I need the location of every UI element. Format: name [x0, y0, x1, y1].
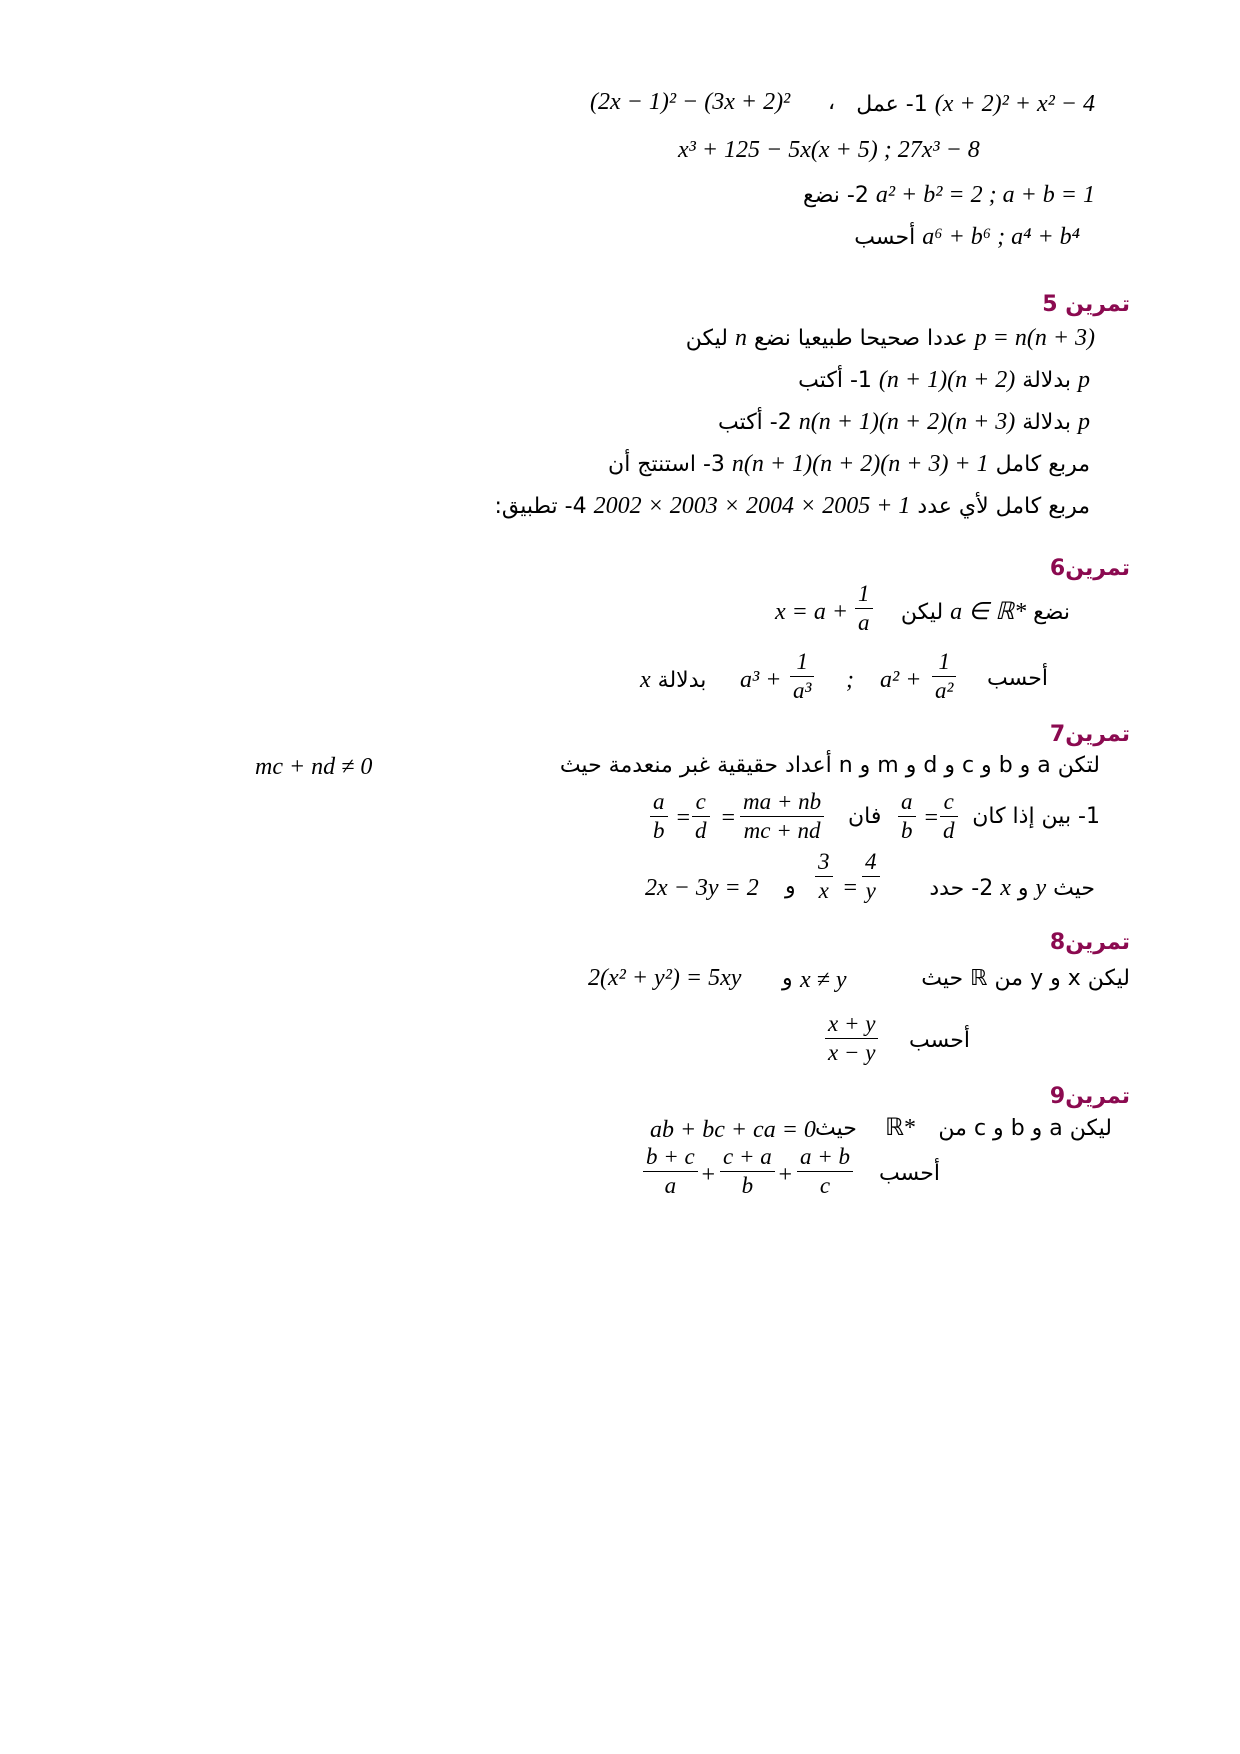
block-a-q2-line: [803, 183, 1095, 207]
ex7-eq2: =: [675, 805, 692, 831]
q1-label: 1- عمل: [856, 92, 928, 117]
ex6-expr1: a² +: [880, 667, 922, 693]
ex9-eq: ab + bc + ca = 0: [650, 1117, 816, 1143]
q1-math-right: (x + 2)² + x² − 4: [934, 91, 1095, 117]
ex8-intro: ليكن x و y من ℝ حيث: [921, 966, 1130, 991]
ex9-intro: ليكن a و b و c من: [938, 1116, 1112, 1141]
ex7-q2-and2: و: [785, 874, 796, 899]
ex6-expr2: a³ +: [740, 667, 782, 693]
ex9-frac2: c + a b: [720, 1145, 775, 1198]
ex9-ask: أحسب: [879, 1161, 940, 1186]
block-a-q2-ask: [854, 225, 1080, 249]
ex8-title: تمرين8: [1049, 930, 1130, 955]
ex9-frac1: b + c a: [643, 1145, 698, 1198]
ex9-set: ℝ*: [885, 1115, 917, 1141]
ex7-q2-label: 2- حدد x و y حيث: [929, 875, 1095, 901]
ex8-cond: x ≠ y: [800, 967, 847, 993]
ex7-eq4: =: [842, 875, 859, 901]
ex7-frac-c-d-2: c d: [692, 790, 710, 843]
ex8-and: و: [782, 966, 793, 991]
ex7-eq3: =: [720, 805, 737, 831]
ex6-intro-x: x = a +: [775, 599, 849, 625]
ex7-frac-4-y: 4 y: [862, 850, 880, 903]
q2-ask-math: a⁶ + b⁶ ; a⁴ + b⁴: [922, 224, 1080, 250]
q2-math: a² + b² = 2 ; a + b = 1: [875, 182, 1095, 208]
ex9-plus2: +: [777, 1162, 794, 1188]
ex6-by: x بدلالة: [640, 667, 707, 693]
ex6-frac2: 1 a²: [932, 650, 956, 703]
block-a-q1-line1: [856, 92, 1095, 116]
ex5-q2: 2- أكتب n(n + 1)(n + 2)(n + 3) بدلالة p: [717, 409, 1090, 435]
ex6-sep: ;: [846, 667, 854, 693]
ex7-q1-label: 1- بين إذا كان: [972, 804, 1100, 829]
q2-ask: أحسب: [854, 225, 916, 250]
ex7-q2-eq: 2x − 3y = 2: [645, 875, 759, 901]
ex6-frac1: 1 a: [855, 582, 873, 635]
ex8-ask: أحسب: [909, 1028, 970, 1053]
ex7-frac-c-d: c d: [940, 790, 958, 843]
q1-line2: x³ + 125 − 5x(x + 5) ; 27x³ − 8: [678, 137, 980, 163]
ex8-frac: x + y x − y: [825, 1012, 878, 1065]
ex5-q4: 4- تطبيق: 2002 × 2003 × 2004 × 2005 + 1 مربع كامل لأي عدد: [494, 493, 1090, 519]
ex6-frac3: 1 a³: [790, 650, 814, 703]
ex8-eq: 2(x² + y²) = 5xy: [588, 965, 742, 991]
ex6-ask: أحسب: [987, 666, 1048, 691]
ex7-frac-a-b-2: a b: [650, 790, 668, 843]
ex7-frac-ma-nb: ma + nb mc + nd: [740, 790, 824, 843]
ex7-intro: لتكن a و b و c و d و m و n أعداد حقيقية غبر منعدمة حيث: [559, 753, 1100, 778]
ex9-where: حيث: [815, 1116, 857, 1141]
ex7-then: فان: [848, 804, 882, 829]
q2-label: 2- نضع: [802, 183, 869, 208]
ex6-intro: ليكن a ∈ ℝ* نضع: [900, 599, 1070, 625]
q1-math-left: (2x − 1)² − (3x + 2)²: [590, 89, 791, 115]
ex7-eq1: =: [923, 805, 940, 831]
ex7-intro-math: mc + nd ≠ 0: [255, 754, 373, 780]
ex5-q1: 1- أكتب (n + 1)(n + 2) بدلالة p: [798, 367, 1090, 393]
ex9-frac3: a + b c: [797, 1145, 853, 1198]
ex7-title: تمرين7: [1049, 722, 1130, 747]
ex7-frac-3-x: 3 x: [815, 850, 833, 903]
ex7-frac-a-b: a b: [898, 790, 916, 843]
ex5-q3: 3- استنتج أن n(n + 1)(n + 2)(n + 3) + 1 مربع كامل: [608, 451, 1090, 477]
ex9-plus1: +: [700, 1162, 717, 1188]
ex5-title: تمرين 5: [1042, 292, 1130, 317]
ex5-intro: ليكن n عددا صحيحا طبيعيا نضع p = n(n + 3): [685, 325, 1095, 351]
ex6-title: تمرين6: [1049, 556, 1130, 581]
ex9-title: تمرين9: [1049, 1084, 1130, 1109]
q1-separator: ،: [828, 90, 836, 115]
